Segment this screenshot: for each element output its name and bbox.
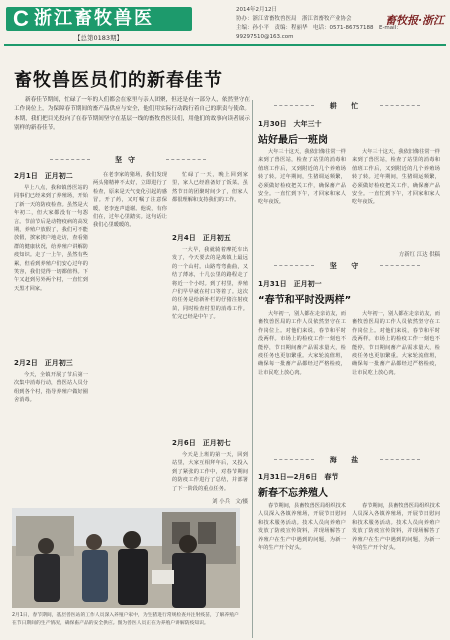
story-column-2: 在老李家的猪场，我们发现两头猪精神不太好，立即进行了检查，原来是天气变化引起的感冒。开了药，又叮嘱了注意保暖，老李连声道谢。他说，有你们在，过年心里踏实。这句话让我们心里暖暖的。 [93,172,167,229]
right-col-1a: 大年三十这天，我依旧像往常一样来到了兽医站，检查了站里的消毒和值班工作后，又到附近的几个养殖场转了转。过年期间，生猪调运频繁，必须做好检疫把关工作，确保畜产品安全。一直忙到下午，才回家和家人吃年夜饭。 [258,149,346,206]
story-column-1: 早上八点，我和镇兽医站的同事们已经来到了养殖场，开始了新一天的防疫检查。虽然是大年初二，但大家都没有一句怨言。节前节后是动物疫病的高发期，养殖户放假了，我们可不能放假，挨家挨户地走访，查看猪群的健康状况，给养殖户讲解防疫知识。走了一上午，虽然有些累，但看到养殖户们安心过年的笑容，我们觉得一切都值得。下午又赶到另外两个村，一直忙到天黑才回家。 [14,185,88,292]
news-photo-scene [12,508,240,608]
story-column-6 [93,346,167,501]
masthead-title: 浙江畜牧兽医 [34,8,154,29]
right-col-2b: 大年初一，别人都在走亲访友，而畜牧兽医局的工作人员依然坚守在工作岗位上。对他们来说，春节和平时没两样。市场上的检疫工作一刻也不能停，节日期间畜产品需求量大，检疫任务也更加繁重。大家轮流值班，确保每一批畜产品都经过严格检疫，让市民吃上放心肉。 [352,311,440,376]
section-label-right-2: 坚 守 [322,261,372,271]
page-headline: 畜牧兽医员们的新春佳节 [14,70,223,91]
dateline-block4: 2月2日 正月初三 [14,359,73,367]
masthead-rule [4,44,446,46]
photo-caption: 2月1日，春节期间，基层兽医站的工作人员深入养殖户家中，为生猪进行常规检查并注射疫苗，了解养殖户在节日期间的生产情况，确保畜产品的安全供应。图为兽医人员正在为养殖户讲解防疫知识。 [12,613,239,626]
story-column-3: 忙碌了一天，晚上回到家里，家人已经准备好了饭菜。虽然节日的团聚时间少了，但家人都很理解和支持我们的工作。 [172,172,248,204]
masthead-date: 2014年2月12日 [236,7,277,13]
masthead-logo [6,7,192,31]
lead-paragraph: 新春佳节期间，忙碌了一年的人们都会在家里与亲人团聚，但还是有一部分人，依然坚守在工作岗位上，为保障春节期间的畜产品供应与安全，他们用实际行动践行着自己的职责与使命。本期，我们把目光投向了在春节期间坚守在基层一线的畜牧兽医员们，用他们的故事向读者展示别样的新春佳节。 [14,97,250,132]
dateline-block3: 2月6日 正月初七 [172,439,231,447]
right-col-1b: 大年三十这天，我依旧像往常一样来到了兽医站，检查了站里的消毒和值班工作后，又到附近的几个养殖场转了转。过年期间，生猪调运频繁，必须做好检疫把关工作，确保畜产品安全。一直忙到下午，才回家和家人吃年夜饭。 [352,149,440,206]
story-title-right-1: 站好最后一班岗 [258,135,328,146]
news-photo [12,508,240,608]
masthead-contact: 主编：孙小平 责编：程丽华 电话：0571-86757188 E-mail：99297510@163.com [236,25,402,40]
dateline-right-2: 1月31日 正月初一 [258,280,322,288]
dateline-right-3: 1月31日—2月6日 春节 [258,473,339,481]
dateline-right-1: 1月30日 大年三十 [258,120,322,128]
section-label-left: 坚守 [98,155,158,165]
dateline-block2: 2月4日 正月初五 [172,234,231,242]
right-col-3a: 春节期间，县畜牧兽医局组织技术人员深入各镇养殖场，开展节日慰问和技术服务活动。技术人员向养殖户发放了防疫宣传资料，并现场解答了养殖户在生产中遇到的问题，为新一年的生产开个好头。 [258,503,346,552]
story-column-5: 今天，全镇开展了节后第一次集中消毒行动，兽医站人员分组到各个村，指导养殖户做好圈舍消毒。 [14,372,88,404]
story-title-right-2: “春节和平时没两样” [258,295,352,306]
masthead-paper-name: 畜牧报·浙江 [385,14,444,27]
story-title-right-3: 新春不忘养殖人 [258,488,328,499]
right-col-2a: 大年初一，别人都在走亲访友，而畜牧兽医局的工作人员依然坚守在工作岗位上。对他们来说，春节和平时没两样。市场上的检疫工作一刻也不能停，节日期间畜产品需求量大，检疫任务也更加繁重。大家轮流值班，确保每一批畜产品都经过严格检疫，让市民吃上放心肉。 [258,311,346,376]
masthead-subtitle: 【总第0183期】 [74,34,124,42]
section-label-right-3: 海 盐 [322,455,372,465]
column-divider [252,100,253,638]
section-label-right-1: 耕 忙 [322,101,372,111]
story-column-4: 一大早，我就骑着摩托车出发了，今天要去的是离镇上最远的一个山村。山路弯弯曲曲，又结了薄冰，十几公里的路程走了将近一个小时。到了村里，养殖户们早早就在村口等着了。这次的任务是给新补栏的仔猪注射疫苗，同时检查村里的消毒工作。忙完已经是中午了。 [172,247,248,321]
masthead [4,4,446,44]
right-col-3b: 春节期间，县畜牧兽医局组织技术人员深入各镇养殖场，开展节日慰问和技术服务活动。技术人员向养殖户发放了防疫宣传资料，并现场解答了养殖户在生产中遇到的问题，为新一年的生产开个好头。 [352,503,440,552]
story-column-7: 今天是上班的第一天，回到站里，大家互相拜年后，又投入到了紧张的工作中，对春节期间的防疫工作进行了总结，并部署了下一阶段的重点任务。 [172,452,248,492]
right-signature-1: 方新红 江达 供稿 [398,252,440,258]
dateline-block1: 2月1日 正月初二 [14,172,73,180]
masthead-letter: C [13,6,29,31]
masthead-sponsor: 协办：浙江省畜牧兽医局 浙江省畜牧产业协会 [236,16,352,22]
story-signature: 刘 小兵 文/摄 [212,499,248,505]
